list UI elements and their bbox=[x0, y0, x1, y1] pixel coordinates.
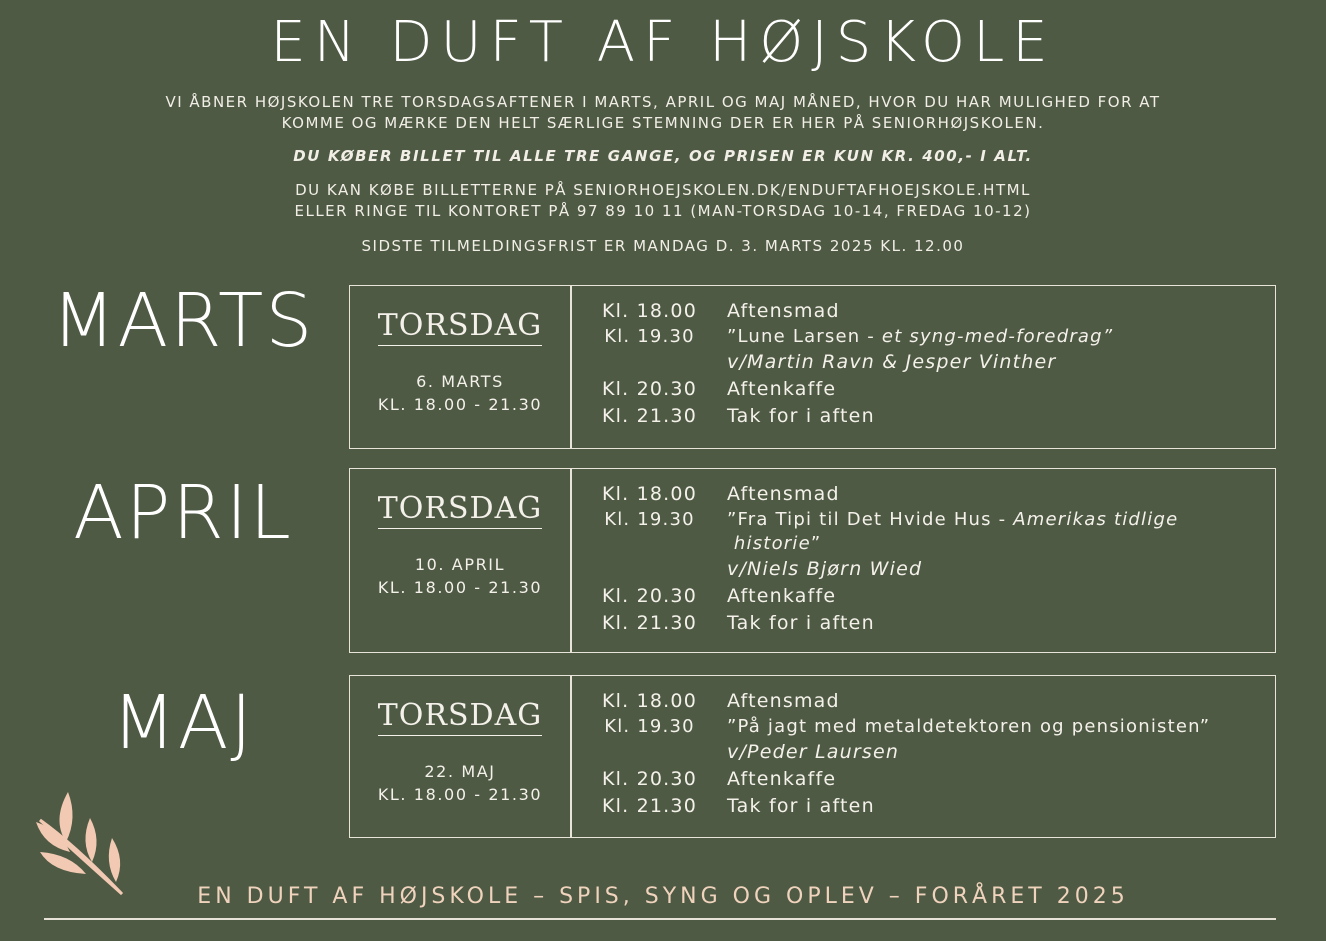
program-list bbox=[572, 481, 1275, 637]
program-row: Kl. 19.30 ”På jagt med metaldetektoren og pensionisten” bbox=[604, 716, 1211, 737]
event-date-panel bbox=[350, 469, 572, 652]
month-label: MARTS bbox=[51, 278, 315, 364]
program-row: Kl. 19.30 ”Fra Tipi til Det Hvide Hus - Amerikas tidlige historie” bbox=[604, 509, 1179, 554]
price-note: DU KØBER BILLET TIL ALLE TRE GANGE, OG PRISEN ER KUN KR. 400,- I ALT. bbox=[293, 147, 1033, 165]
month-label: MAJ bbox=[111, 680, 255, 766]
event-date bbox=[350, 760, 570, 806]
ticket-info bbox=[60, 180, 1266, 222]
date-text: 10. APRIL bbox=[414, 555, 506, 574]
intro-line: KOMME OG MÆRKE DEN HELT SÆRLIGE STEMNING DER ER HER PÅ SENIORHØJSKOLEN. bbox=[281, 114, 1045, 132]
date-text: 22. MAJ bbox=[424, 762, 496, 781]
weekday-label: TORSDAG bbox=[378, 698, 542, 736]
time-range: KL. 18.00 - 21.30 bbox=[377, 785, 543, 804]
footer-divider bbox=[44, 918, 1276, 920]
event-box-marts bbox=[349, 285, 1276, 449]
weekday-label: TORSDAG bbox=[378, 491, 542, 529]
program-row: v/Peder Laursen bbox=[727, 741, 900, 763]
deadline-note: SIDSTE TILMELDINGSFRIST ER MANDAG D. 3. MARTS 2025 KL. 12.00 bbox=[361, 237, 965, 255]
time-range: KL. 18.00 - 21.30 bbox=[377, 395, 543, 414]
event-box-maj bbox=[349, 675, 1276, 838]
program-row: v/Martin Ravn & Jesper Vinther bbox=[727, 351, 1057, 373]
program-row: Kl. 20.30 Aftenkaffe bbox=[601, 768, 837, 790]
event-date bbox=[350, 370, 570, 416]
weekday-label: TORSDAG bbox=[378, 308, 542, 346]
footer-tagline: EN DUFT AF HØJSKOLE – SPIS, SYNG OG OPLEV – FORÅRET 2025 bbox=[197, 884, 1129, 909]
program-row: Kl. 20.30 Aftenkaffe bbox=[601, 378, 837, 400]
program-row: Kl. 19.30 ”Lune Larsen - et syng-med-foredrag” bbox=[604, 326, 1114, 347]
program-row: Kl. 18.00 Aftensmad bbox=[601, 300, 840, 322]
event-box-april bbox=[349, 468, 1276, 653]
program-row: Kl. 21.30 Tak for i aften bbox=[601, 612, 875, 634]
date-text: 6. MARTS bbox=[416, 372, 504, 391]
event-date bbox=[350, 553, 570, 599]
program-row: Kl. 21.30 Tak for i aften bbox=[601, 795, 875, 817]
ticket-phone-line: ELLER RINGE TIL KONTORET PÅ 97 89 10 11 (MAN-TORSDAG 10-14, FREDAG 10-12) bbox=[294, 202, 1032, 220]
program-row: Kl. 18.00 Aftensmad bbox=[601, 483, 840, 505]
event-date-panel bbox=[350, 286, 572, 448]
event-date-panel bbox=[350, 676, 572, 837]
program-row: Kl. 20.30 Aftenkaffe bbox=[601, 585, 837, 607]
program-list bbox=[572, 298, 1275, 430]
ticket-url-line: DU KAN KØBE BILLETTERNE PÅ SENIORHOEJSKOLEN.DK/ENDUFTAFHOEJSKOLE.HTML bbox=[295, 181, 1031, 199]
month-label: APRIL bbox=[73, 470, 293, 556]
program-row: v/Niels Bjørn Wied bbox=[727, 558, 923, 580]
program-row: Kl. 21.30 Tak for i aften bbox=[601, 405, 875, 427]
program-list bbox=[572, 688, 1275, 820]
program-row: Kl. 18.00 Aftensmad bbox=[601, 690, 840, 712]
intro-paragraph bbox=[60, 92, 1266, 134]
intro-line: VI ÅBNER HØJSKOLEN TRE TORSDAGSAFTENER I MARTS, APRIL OG MAJ MÅNED, HVOR DU HAR MULIGHED FOR AT bbox=[165, 93, 1161, 111]
time-range: KL. 18.00 - 21.30 bbox=[377, 578, 543, 597]
page-title: EN DUFT AF HØJSKOLE bbox=[270, 10, 1056, 75]
